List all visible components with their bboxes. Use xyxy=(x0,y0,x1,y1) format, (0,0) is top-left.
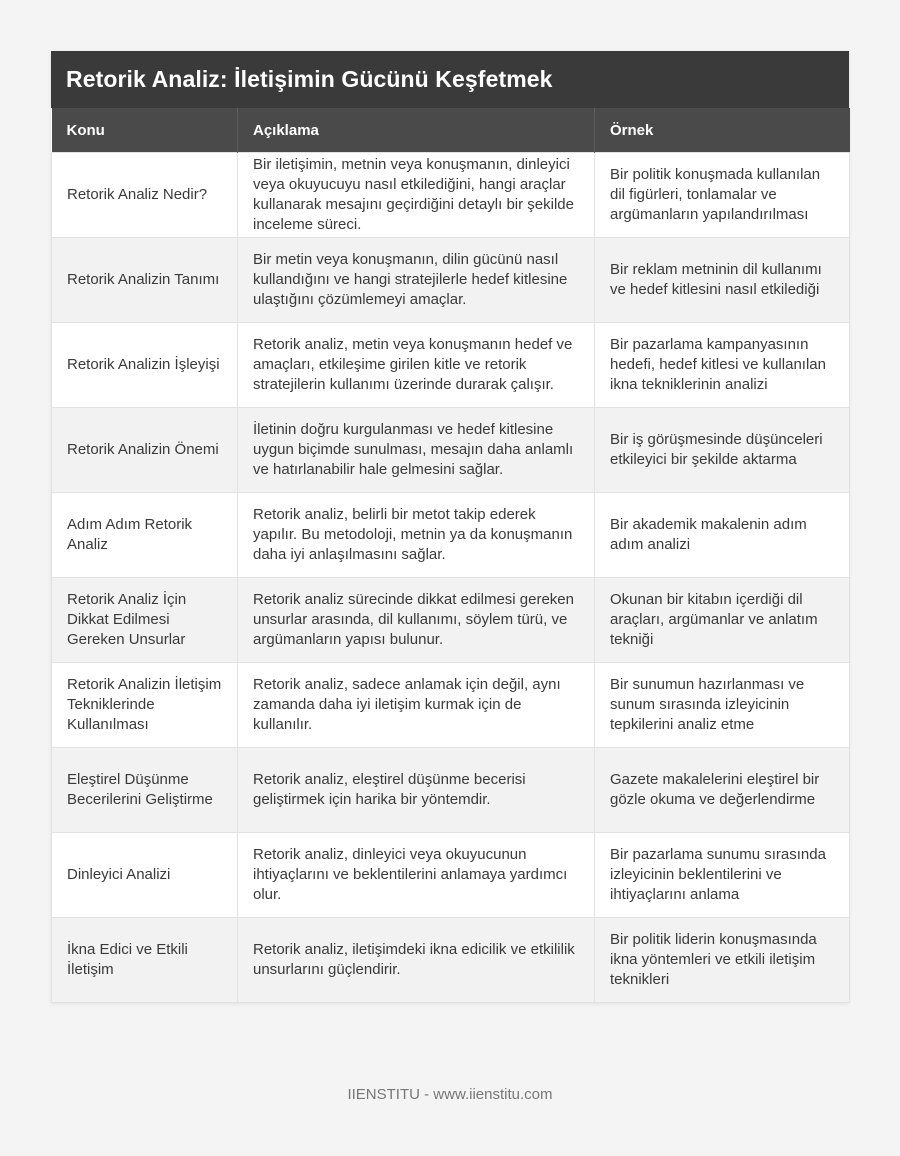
cell-example: Bir politik liderin konuşmasında ikna yöntemleri ve etkili iletişim teknikleri xyxy=(595,918,850,1003)
table-row xyxy=(52,238,850,323)
column-header-aciklama: Açıklama xyxy=(238,108,595,153)
table-row xyxy=(52,153,850,238)
cell-description: Retorik analiz, eleştirel düşünme becerisi geliştirmek için harika bir yöntemdir. xyxy=(238,748,595,833)
table-row xyxy=(52,408,850,493)
table-row xyxy=(52,323,850,408)
cell-example: Bir iş görüşmesinde düşünceleri etkileyici bir şekilde aktarma xyxy=(595,408,850,493)
cell-description: Retorik analiz, iletişimdeki ikna edicilik ve etkililik unsurlarını güçlendirir. xyxy=(238,918,595,1003)
table-header xyxy=(52,108,850,153)
table-row xyxy=(52,918,850,1003)
cell-example: Bir pazarlama sunumu sırasında izleyicinin beklentilerini ve ihtiyaçlarını anlama xyxy=(595,833,850,918)
rhetoric-table xyxy=(51,108,850,1003)
cell-topic: Retorik Analiz İçin Dikkat Edilmesi Gereken Unsurlar xyxy=(52,578,238,663)
table-row xyxy=(52,578,850,663)
table-row xyxy=(52,833,850,918)
column-header-konu: Konu xyxy=(52,108,238,153)
table-body xyxy=(52,153,850,1003)
content-card xyxy=(51,51,849,1003)
table-row xyxy=(52,748,850,833)
cell-topic: İkna Edici ve Etkili İletişim xyxy=(52,918,238,1003)
cell-example: Bir akademik makalenin adım adım analizi xyxy=(595,493,850,578)
cell-topic: Retorik Analizin Önemi xyxy=(52,408,238,493)
cell-example: Bir sunumun hazırlanması ve sunum sırasında izleyicinin tepkilerini analiz etme xyxy=(595,663,850,748)
column-header-ornek: Örnek xyxy=(595,108,850,153)
cell-example: Bir reklam metninin dil kullanımı ve hedef kitlesini nasıl etkilediği xyxy=(595,238,850,323)
cell-example: Bir politik konuşmada kullanılan dil figürleri, tonlamalar ve argümanların yapılandırılması xyxy=(595,153,850,238)
cell-example: Bir pazarlama kampanyasının hedefi, hedef kitlesi ve kullanılan ikna tekniklerinin analizi xyxy=(595,323,850,408)
cell-topic: Retorik Analizin Tanımı xyxy=(52,238,238,323)
cell-description: İletinin doğru kurgulanması ve hedef kitlesine uygun biçimde sunulması, mesajın daha anlamlı ve hatırlanabilir hale gelmesini sağlar. xyxy=(238,408,595,493)
cell-description: Bir metin veya konuşmanın, dilin gücünü nasıl kullandığını ve hangi stratejilerle hedef kitlesine ulaştığını çözümlemeyi amaçlar. xyxy=(238,238,595,323)
table-row xyxy=(52,663,850,748)
cell-description: Bir iletişimin, metnin veya konuşmanın, dinleyici veya okuyucuyu nasıl etkilediğini, hangi araçlar kullanarak mesajını geçirdiğini detaylı bir şekilde inceleme süreci. xyxy=(238,153,595,238)
cell-example: Okunan bir kitabın içerdiği dil araçları, argümanlar ve anlatım tekniği xyxy=(595,578,850,663)
cell-topic: Dinleyici Analizi xyxy=(52,833,238,918)
cell-topic: Retorik Analizin İşleyişi xyxy=(52,323,238,408)
footer-credit: IIENSTITU - www.iienstitu.com xyxy=(347,1086,553,1103)
cell-topic: Adım Adım Retorik Analiz xyxy=(52,493,238,578)
cell-description: Retorik analiz, metin veya konuşmanın hedef ve amaçları, etkileşime girilen kitle ve retorik stratejilerin kullanımı üzerinde durarak çalışır. xyxy=(238,323,595,408)
cell-topic: Retorik Analiz Nedir? xyxy=(52,153,238,238)
cell-description: Retorik analiz, sadece anlamak için değil, aynı zamanda daha iyi iletişim kurmak için de kullanılır. xyxy=(238,663,595,748)
cell-topic: Eleştirel Düşünme Becerilerini Geliştirme xyxy=(52,748,238,833)
table-row xyxy=(52,493,850,578)
cell-description: Retorik analiz, dinleyici veya okuyucunun ihtiyaçlarını ve beklentilerini anlamaya yardımcı olur. xyxy=(238,833,595,918)
cell-topic: Retorik Analizin İletişim Tekniklerinde Kullanılması xyxy=(52,663,238,748)
page-title: Retorik Analiz: İletişimin Gücünü Keşfetmek xyxy=(51,51,849,108)
cell-description: Retorik analiz, belirli bir metot takip ederek yapılır. Bu metodoloji, metnin ya da konuşmanın daha iyi anlaşılmasını sağlar. xyxy=(238,493,595,578)
cell-description: Retorik analiz sürecinde dikkat edilmesi gereken unsurlar arasında, dil kullanımı, söylem türü, ve argümanların yapısı bulunur. xyxy=(238,578,595,663)
cell-example: Gazete makalelerini eleştirel bir gözle okuma ve değerlendirme xyxy=(595,748,850,833)
